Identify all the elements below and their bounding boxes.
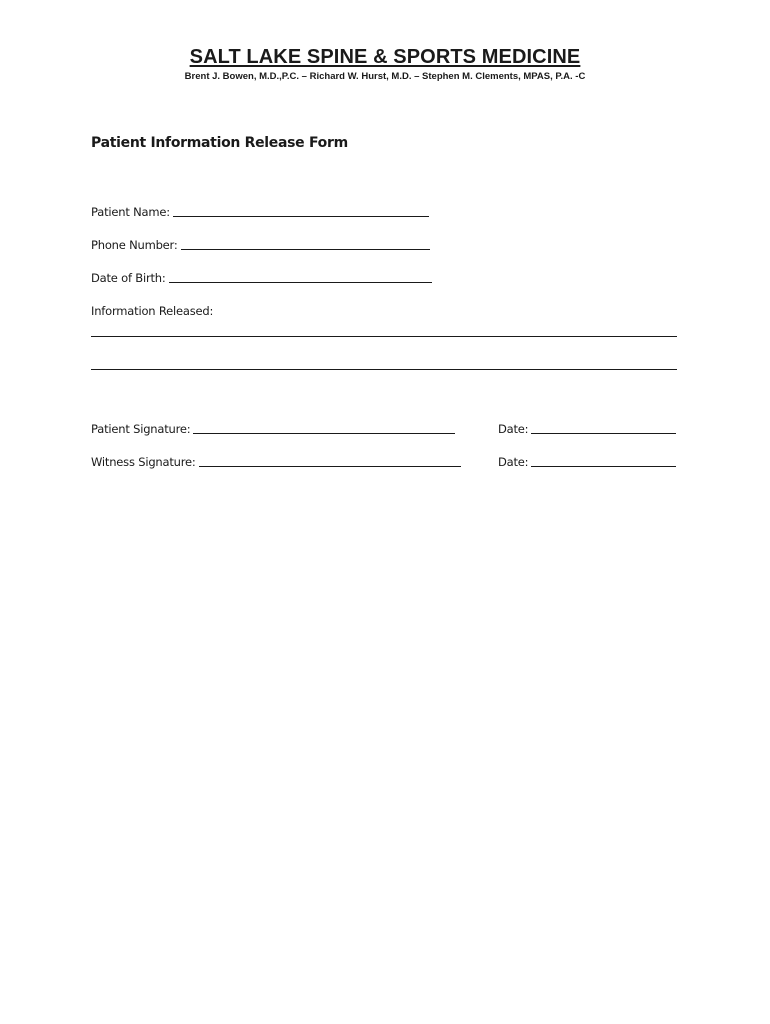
patient-signature-field[interactable] [193,432,455,434]
provider-list: Brent J. Bowen, M.D.,P.C. – Richard W. Hurst, M.D. – Stephen M. Clements, MPAS, P.A. -C [184,71,586,82]
info-released-row [91,304,213,318]
phone-number-field[interactable] [181,248,430,250]
dob-field[interactable] [169,281,432,283]
patient-signature-label: Patient Signature: [91,422,191,436]
dob-label: Date of Birth: [91,271,166,285]
practice-name: SALT LAKE SPINE & SPORTS MEDICINE [189,46,581,68]
patient-date-field[interactable] [531,432,676,434]
witness-signature-field[interactable] [199,465,461,467]
form-title: Patient Information Release Form [91,135,348,151]
patient-name-row [91,205,429,219]
witness-signature-label: Witness Signature: [91,455,196,469]
witness-date-field[interactable] [531,465,676,467]
phone-number-row [91,238,430,252]
info-released-line-2[interactable] [91,369,677,370]
info-released-label: Information Released: [91,304,214,318]
patient-name-field[interactable] [173,215,429,217]
info-released-line-1[interactable] [91,336,677,337]
witness-date-label: Date: [498,455,529,469]
patient-name-label: Patient Name: [91,205,170,219]
patient-signature-row [91,422,455,436]
dob-row [91,271,432,285]
patient-date-row [498,422,676,436]
phone-number-label: Phone Number: [91,238,178,252]
patient-date-label: Date: [498,422,529,436]
witness-date-row [498,455,676,469]
witness-signature-row [91,455,461,469]
